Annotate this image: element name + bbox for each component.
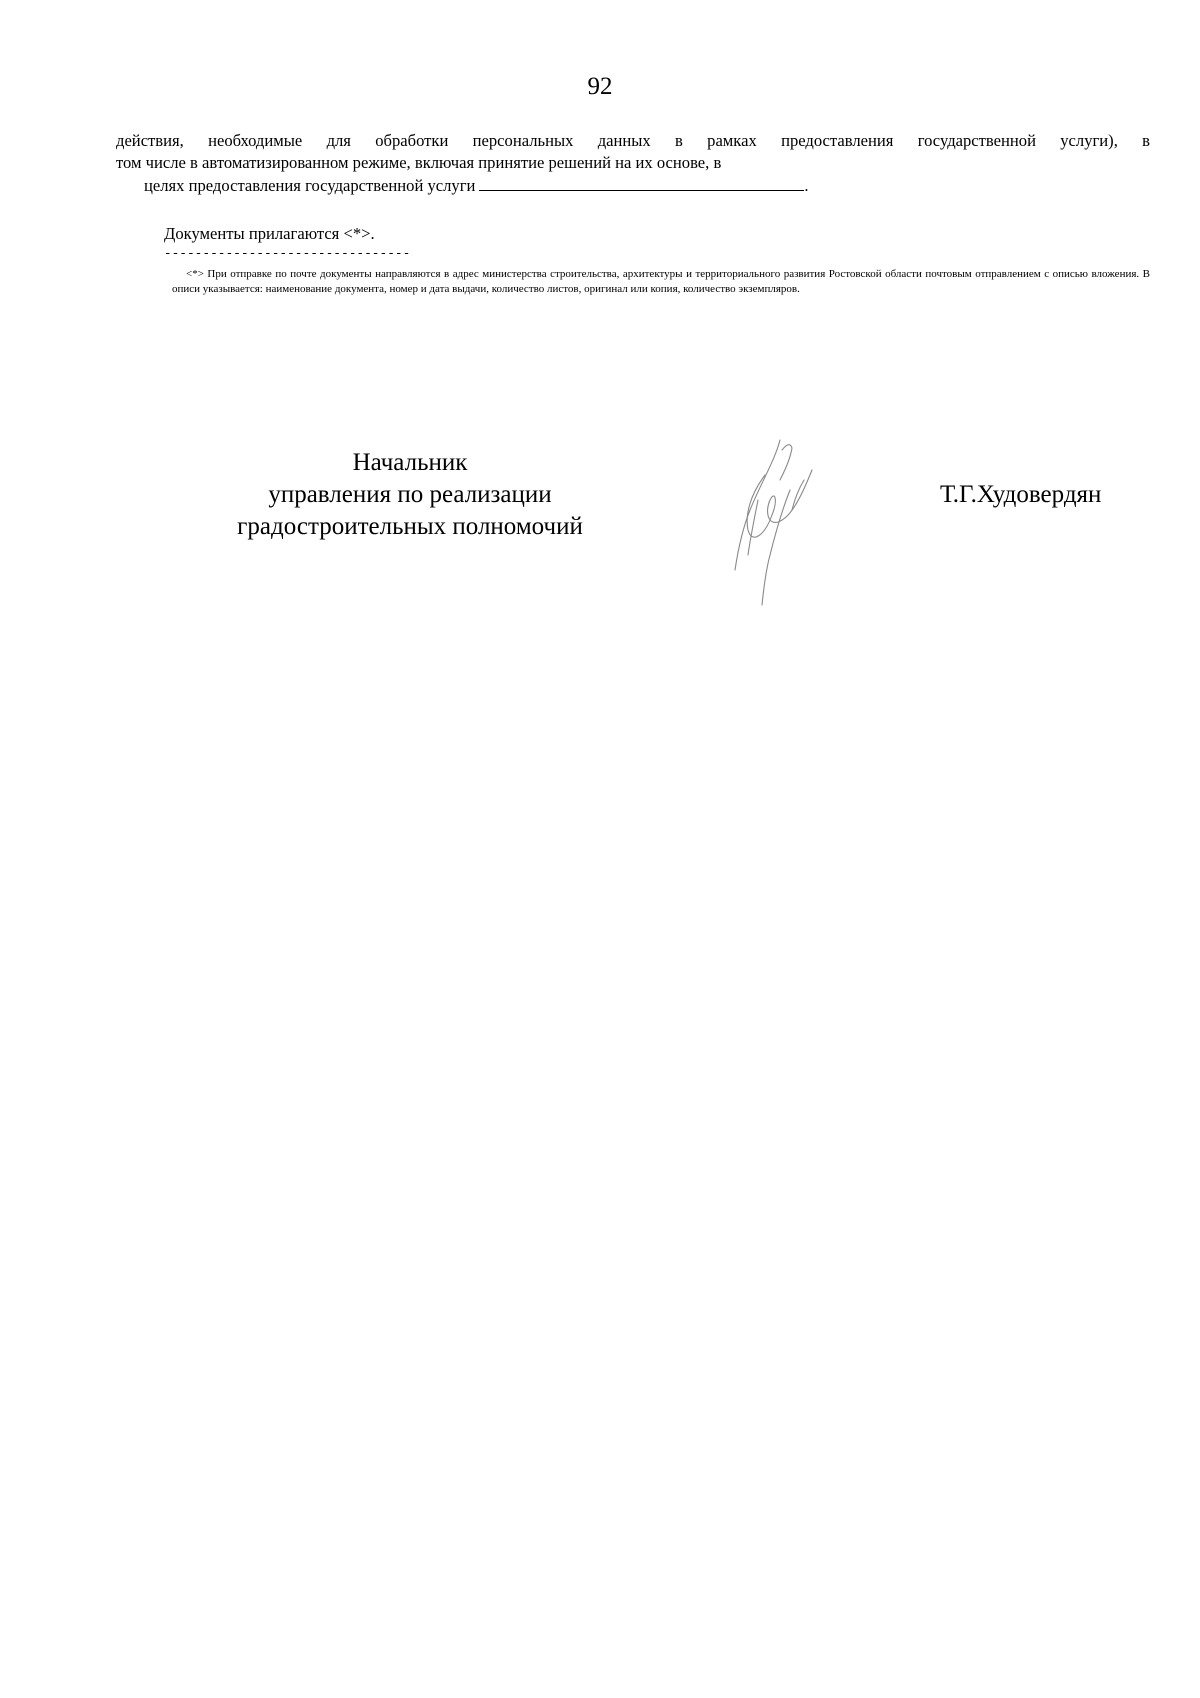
signatory-title	[195, 447, 625, 543]
signature-stroke	[748, 500, 758, 555]
signature-stroke	[792, 480, 804, 510]
consent-line-1: действия, необходимые для обработки персональных данных в рамках предоставления государственной услуги), в	[116, 131, 1150, 150]
signatory-title-line-3: градостроительных полномочий	[237, 513, 583, 540]
handwritten-signature	[720, 430, 830, 615]
signatory-title-line-2: управления по реализации	[268, 481, 552, 508]
signature-stroke	[762, 490, 790, 605]
footnote-text: <*> При отправке по почте документы направляются в адрес министерства строительства, архитектуры и территориального развития Ростовской области почтовым отправлением с описью вложения. В описи указывается: наименование документа, номер и дата выдачи, количество листов, оригинал или копия, количество экземпляров.	[172, 268, 1150, 295]
page-number: 92	[587, 73, 613, 100]
documents-attached: Документы прилагаются <*>.	[164, 224, 375, 243]
purpose-line	[144, 174, 809, 197]
signature-stroke	[780, 445, 792, 480]
footnote	[172, 267, 1150, 297]
signatory-title-line-1: Начальник	[352, 449, 468, 476]
consent-line-2: том числе в автоматизированном режиме, включая принятие решений на их основе, в	[116, 153, 722, 172]
signatory-name: Т.Г.Худовердян	[940, 481, 1102, 508]
purpose-label: целях предоставления государственной услуги	[144, 176, 476, 195]
footnote-divider: --------------------------------	[164, 247, 411, 261]
purpose-blank-field	[479, 174, 804, 191]
purpose-end: .	[804, 176, 809, 195]
consent-paragraph	[116, 130, 1150, 174]
